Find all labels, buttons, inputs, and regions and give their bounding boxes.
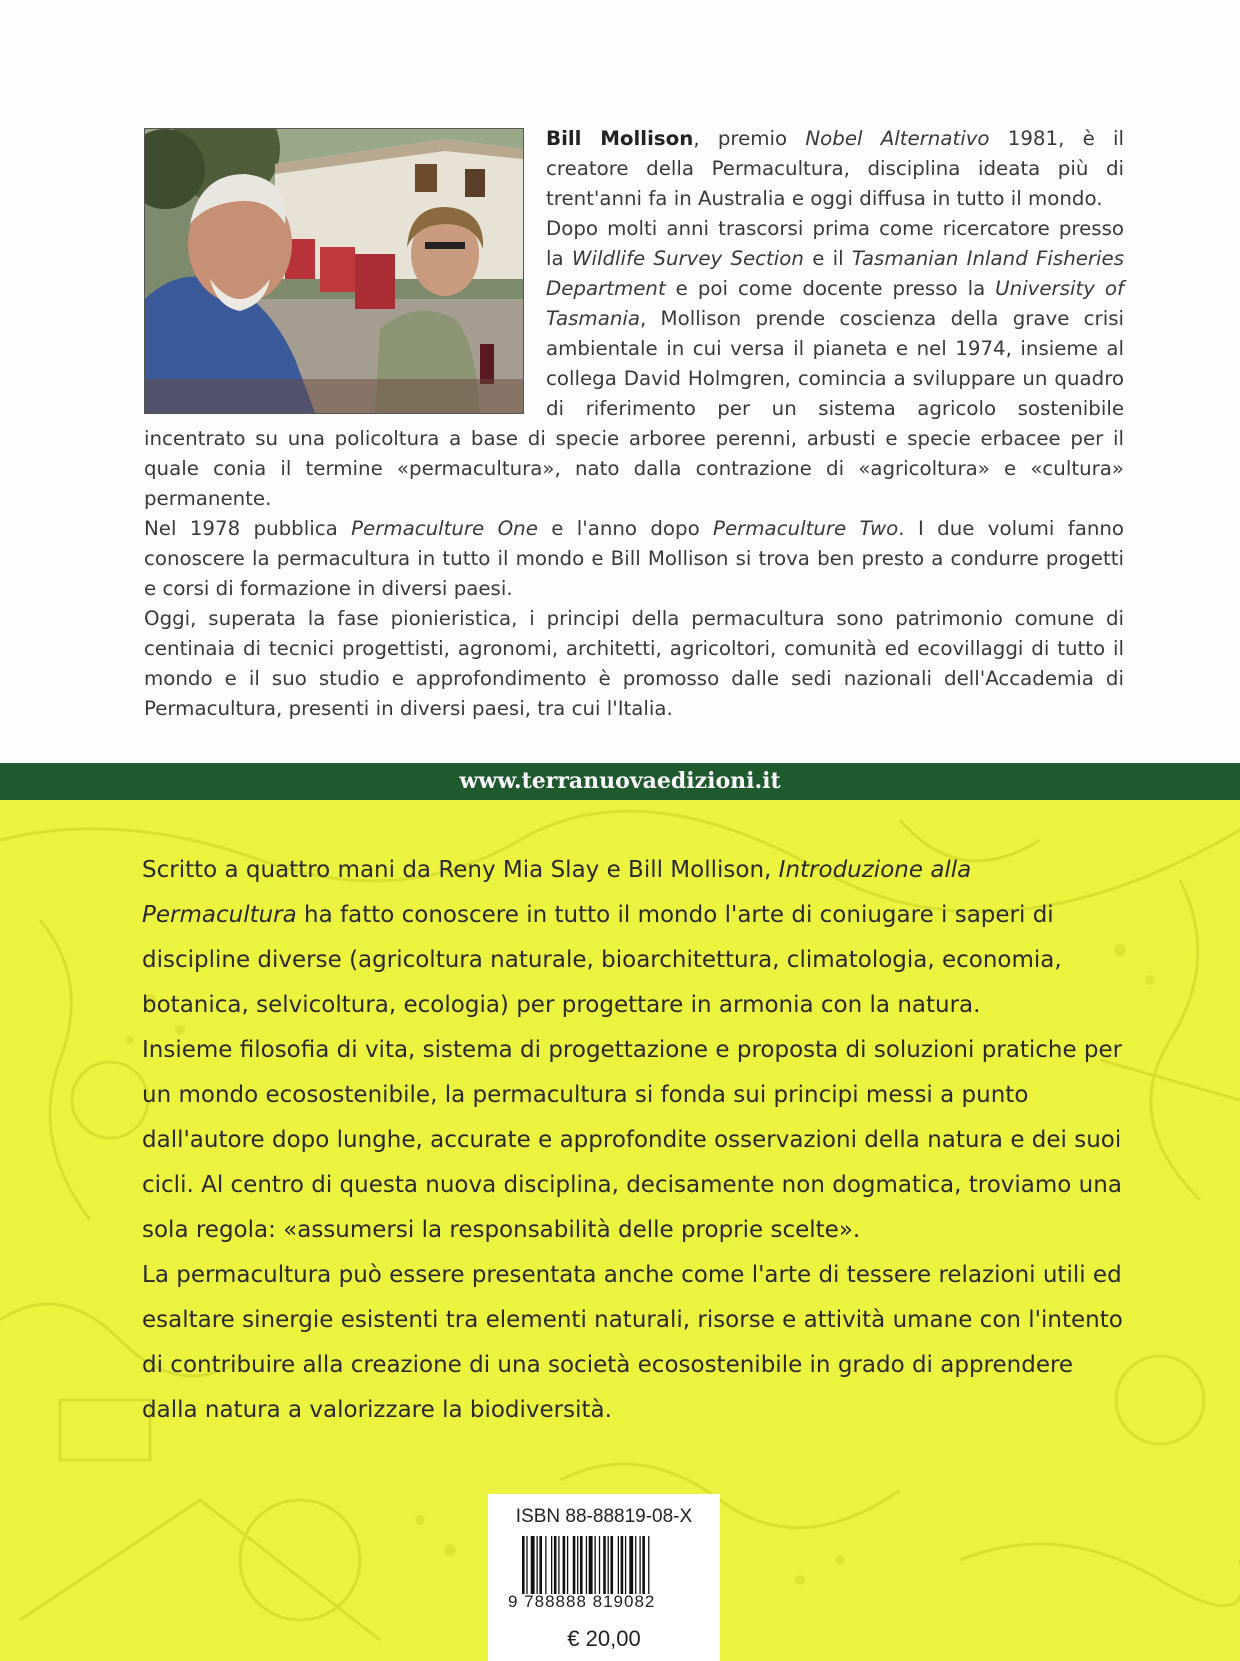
bio-text: e poi come docente presso la (665, 277, 996, 300)
ean-barcode (522, 1536, 688, 1598)
author-bio (144, 124, 1124, 724)
barcode-bar (567, 1536, 568, 1594)
description-paragraph-3: La permacultura può essere presentata anche come l'arte di tessere relazioni utili ed esaltare sinergie esistenti tra elementi naturali, risorse e attività umane con l'intento di contribuire alla creazione di una società ecosostenibile in grado di apprendere dalla natura a valorizzare la biodiversità. (142, 1262, 1123, 1423)
bio-paragraph-3 (144, 514, 1124, 604)
barcode-bar (545, 1536, 546, 1594)
barcode-box (488, 1494, 720, 1661)
bio-text: 1981, è il creatore della Permacultura, disciplina ideata più di trent'anni fa in Australia e oggi diffusa in tutto il mondo. (546, 127, 1125, 210)
photo-float-spacer (144, 124, 546, 420)
barcode-bar (577, 1536, 578, 1594)
barcode-bar (589, 1536, 593, 1594)
barcode-bar (558, 1536, 559, 1594)
barcode-bar (554, 1536, 557, 1594)
bio-text: , Mollison prende coscienza della grave crisi ambientale in cui versa il pianeta e nel 1974, insieme al collega David Holmgren, comincia a sviluppare un quadro di riferimento per un sistema agricolo sostenibile incentrato su una policoltura a base di specie arboree perenni, arbusti e specie erbacee per il quale conia il termine «permacultura», nato dalla contrazione di «agricoltura» e «cultura» permanente. (144, 307, 1124, 510)
bio-text: e l'anno dopo (537, 517, 714, 540)
isbn-label: ISBN 88-88819-08-X (515, 1506, 693, 1527)
barcode-bar (531, 1536, 535, 1594)
barcode-bar (526, 1536, 527, 1594)
bio-text: Nel 1978 pubblica (144, 517, 352, 540)
barcode-bar (580, 1536, 583, 1594)
barcode-bar (595, 1536, 596, 1594)
barcode-bar (618, 1536, 619, 1594)
bio-emphasis: Permaculture One (351, 517, 538, 540)
barcode-bar (629, 1536, 633, 1594)
bio-emphasis: Nobel Alternativo (805, 127, 990, 150)
barcode-bar (621, 1536, 624, 1594)
barcode-bar (608, 1536, 609, 1594)
author-name: Bill Mollison (546, 127, 694, 150)
description-paragraph-2: Insieme filosofia di vita, sistema di progettazione e proposta di soluzioni pratiche per un mondo ecosostenibile, la permacultura si fonda sui principi messi a punto dall'autore dopo lunghe, accurate e approfondite osservazioni della natura e dei suoi cicli. Al centro di questa nuova disciplina, decisamente non dogmatica, troviamo una sola regola: «assumersi la responsabilità delle proprie scelte». (142, 1037, 1123, 1243)
barcode-bar (551, 1536, 552, 1594)
barcode-bar (599, 1536, 600, 1594)
bio-paragraph-4: Oggi, superata la fase pionieristica, i principi della permacultura sono patrimonio comune di centinaia di tecnici progettisti, agronomi, architetti, agricoltori, comunità ed ecovillaggi di tutto il mondo e il suo studio e approfondimento è promosso dalle sedi nazionali dell'Accademia di Permacultura, presenti in diversi paesi, tra cui l'Italia. (144, 607, 1124, 720)
price-label: € 20,00 (567, 1626, 641, 1651)
bio-emphasis: Permaculture Two (713, 517, 899, 540)
publisher-url[interactable]: www.terranuovaedizioni.it (459, 768, 781, 794)
barcode-bar (537, 1536, 538, 1594)
barcode-bar (642, 1536, 645, 1594)
bio-emphasis: Tasmanian Inland Fisheries Department (546, 247, 1125, 300)
barcode-bar (603, 1536, 606, 1594)
bio-emphasis: University of Tasmania (546, 277, 1124, 330)
book-title: Introduzione alla Permacultura (142, 857, 972, 928)
description-text: ha fatto conoscere in tutto il mondo l'arte di coniugare i saperi di discipline diverse (agricoltura naturale, bioarchitettura, climatologia, economia, botanica, selvicoltura, ecologia) per progettare in armonia con la natura. (142, 902, 1062, 1018)
book-description (142, 848, 1132, 1433)
description-text: Scritto a quattro mani da Reny Mia Slay e Bill Mollison, (142, 857, 779, 883)
top-section (0, 0, 1240, 763)
barcode-bar (639, 1536, 640, 1594)
barcode-bar (635, 1536, 636, 1594)
barcode-bar (563, 1536, 566, 1594)
ean-digits: 9 788888 819082 (508, 1592, 656, 1611)
description-paragraph-1 (142, 848, 1132, 1028)
bio-text: Dopo molti anni trascorsi prima come ricercatore presso la (546, 217, 1124, 270)
bio-text: , premio (693, 127, 806, 150)
barcode-bar (539, 1536, 542, 1594)
barcode-bar (648, 1536, 649, 1594)
barcode-bar (586, 1536, 587, 1594)
bio-text: . I due volumi fanno conoscere la permacultura in tutto il mondo e Bill Mollison si trova ben presto a condurre progetti e corsi di formazione in diversi paesi. (144, 517, 1124, 600)
barcode-bar (522, 1536, 525, 1594)
barcode-bar (573, 1536, 576, 1594)
bio-emphasis: Wildlife Survey Section (571, 247, 804, 270)
barcode-bar (610, 1536, 613, 1594)
bio-text: e il (803, 247, 852, 270)
barcode-bar (625, 1536, 626, 1594)
publisher-url-bar (0, 763, 1240, 800)
